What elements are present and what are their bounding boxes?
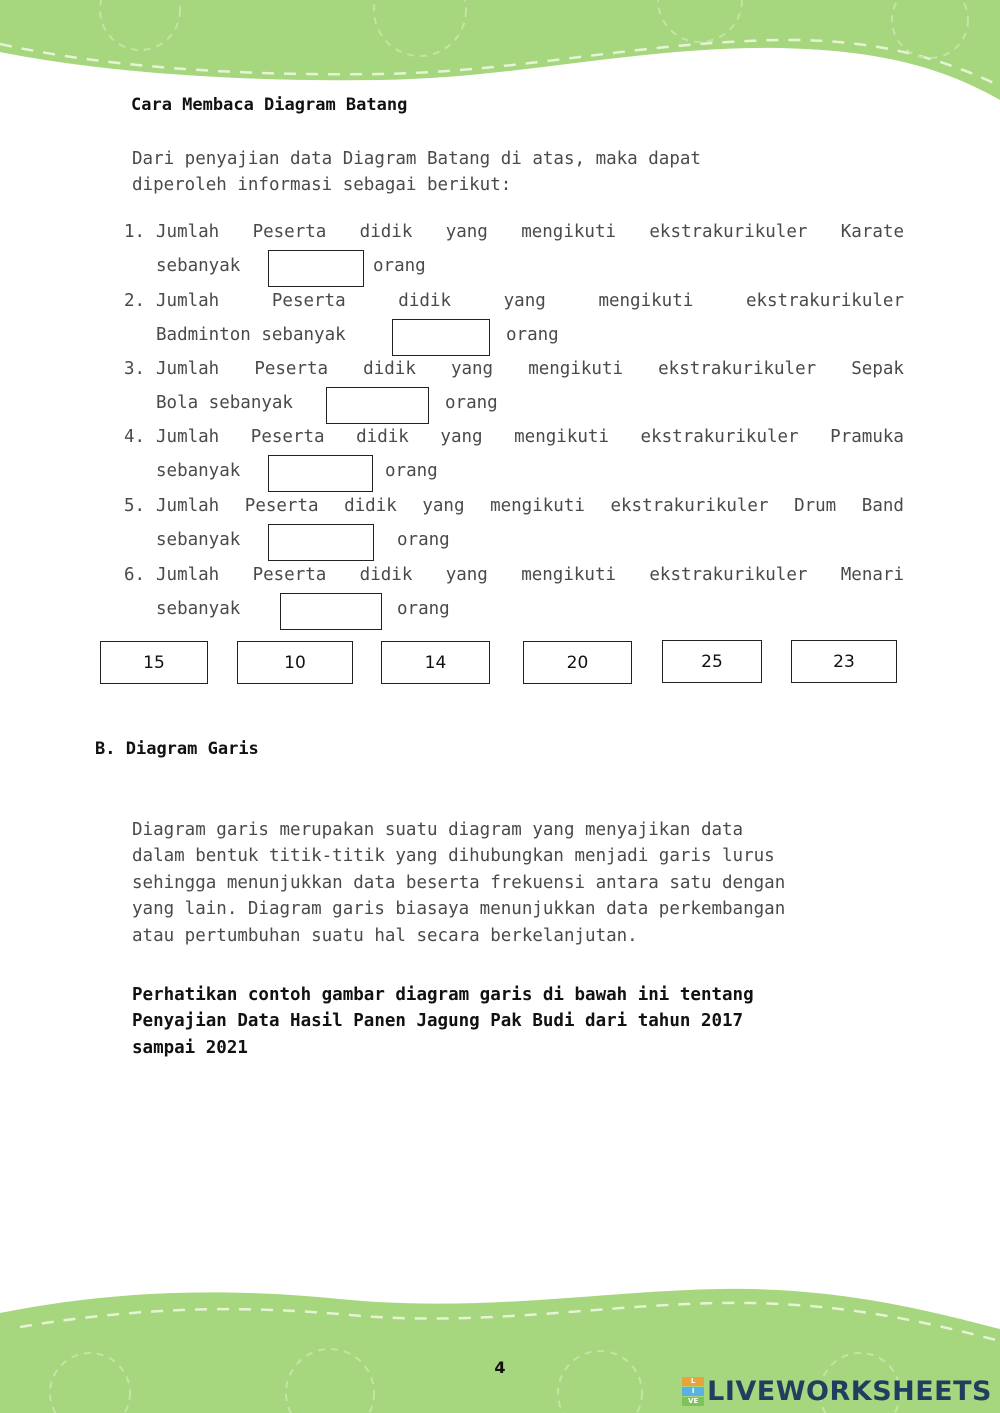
- question-word: mengikuti: [521, 222, 617, 242]
- question-word: mengikuti: [528, 359, 624, 379]
- question-number: 2.: [124, 291, 146, 311]
- question-suffix: orang: [445, 393, 498, 413]
- liveworksheets-brand: [682, 1376, 992, 1407]
- logo-letter: I: [682, 1387, 704, 1396]
- question-word: mengikuti: [514, 427, 609, 447]
- question-line-1: [156, 496, 904, 516]
- section-b-label: B.: [95, 739, 116, 759]
- question-line-2: [156, 461, 240, 481]
- question-prefix: sebanyak: [156, 256, 241, 276]
- question-word: didik: [363, 359, 416, 379]
- question-word: Drum: [794, 496, 837, 516]
- question-word: Peserta: [252, 565, 327, 585]
- question-word: Peserta: [254, 359, 329, 379]
- question-word: didik: [359, 565, 413, 585]
- question-word: Peserta: [244, 496, 319, 516]
- question-prefix: sebanyak: [156, 599, 241, 619]
- answer-option[interactable]: 14: [381, 641, 490, 684]
- question-number: 6.: [124, 565, 146, 585]
- question-word: Sepak: [851, 359, 904, 379]
- paragraph-line: Diagram garis merupakan suatu diagram yang menyajikan data: [132, 820, 744, 840]
- question-word: didik: [359, 222, 413, 242]
- question-word: ekstrakurikuler: [649, 222, 808, 242]
- question-word: Jumlah: [156, 427, 220, 447]
- answer-option[interactable]: 25: [662, 640, 762, 683]
- question-suffix: orang: [373, 256, 426, 276]
- top-decorative-wave: [0, 0, 1000, 100]
- question-suffix: orang: [397, 599, 450, 619]
- question-word: yang: [440, 427, 483, 447]
- instruction-line: Penyajian Data Hasil Panen Jagung Pak Budi dari tahun 2017: [132, 1011, 744, 1032]
- instruction-line: Perhatikan contoh gambar diagram garis di bawah ini tentang: [132, 985, 754, 1005]
- question-word: didik: [398, 291, 451, 311]
- section-b-heading: [95, 739, 259, 759]
- answer-option[interactable]: 23: [791, 640, 897, 683]
- question-word: ekstrakurikuler: [745, 291, 904, 311]
- intro-line-1: Dari penyajian data Diagram Batang di atas, maka dapat: [132, 149, 701, 169]
- question-word: didik: [356, 427, 409, 447]
- question-word: Karate: [840, 222, 904, 242]
- question-word: didik: [344, 496, 397, 516]
- intro-line-2: diperoleh informasi sebagai berikut:: [132, 175, 512, 196]
- liveworksheets-logo-icon: [682, 1377, 704, 1407]
- paragraph-line: yang lain. Diagram garis biasaya menunjukkan data perkembangan: [132, 899, 786, 920]
- question-number: 1.: [124, 222, 146, 242]
- question-prefix: sebanyak: [156, 530, 241, 550]
- question-word: mengikuti: [598, 291, 694, 311]
- question-word: Jumlah: [156, 565, 220, 585]
- question-word: Peserta: [271, 291, 346, 311]
- answer-option[interactable]: 10: [237, 641, 353, 684]
- logo-letter: L: [682, 1377, 704, 1386]
- question-word: Jumlah: [156, 496, 220, 516]
- question-line-2: [156, 530, 240, 550]
- paragraph-line: dalam bentuk titik-titik yang dihubungkan menjadi garis lurus: [132, 846, 775, 867]
- question-number: 5.: [124, 496, 146, 516]
- question-prefix: sebanyak: [156, 461, 241, 481]
- answer-drop-box[interactable]: [326, 387, 429, 424]
- question-word: Jumlah: [156, 359, 220, 379]
- question-line-2: [156, 599, 240, 619]
- answer-option[interactable]: 20: [523, 641, 632, 684]
- question-word: yang: [422, 496, 465, 516]
- question-word: yang: [450, 359, 494, 379]
- question-prefix: Bola sebanyak: [156, 393, 293, 413]
- question-line-1: [156, 291, 904, 311]
- question-word: Pramuka: [830, 427, 904, 447]
- question-word: ekstrakurikuler: [658, 359, 817, 379]
- answer-drop-box[interactable]: [280, 593, 382, 630]
- question-word: yang: [445, 565, 488, 585]
- question-word: Peserta: [252, 222, 327, 242]
- question-word: mengikuti: [521, 565, 617, 585]
- paragraph-line: atau pertumbuhan suatu hal secara berkelanjutan.: [132, 925, 638, 946]
- question-suffix: orang: [506, 325, 559, 345]
- answer-drop-box[interactable]: [268, 455, 373, 492]
- paragraph-line: sehingga menunjukkan data beserta frekuensi antara satu dengan: [132, 872, 786, 893]
- question-word: yang: [445, 222, 488, 242]
- question-word: Jumlah: [156, 222, 220, 242]
- answer-option[interactable]: 15: [100, 641, 208, 684]
- question-word: yang: [503, 291, 546, 311]
- question-line-2: [156, 256, 240, 276]
- liveworksheets-wordmark: LIVEWORKSHEETS: [707, 1376, 992, 1407]
- question-word: Peserta: [250, 427, 325, 447]
- answer-drop-box[interactable]: [268, 250, 364, 287]
- logo-letter: VE: [682, 1397, 704, 1406]
- question-number: 3.: [124, 359, 146, 379]
- question-word: mengikuti: [490, 496, 585, 516]
- answer-drop-box[interactable]: [268, 524, 374, 561]
- line-diagram-paragraph: [132, 817, 904, 949]
- question-line-2: [156, 393, 293, 413]
- question-line-1: [156, 359, 904, 379]
- question-suffix: orang: [397, 530, 450, 550]
- question-suffix: orang: [385, 461, 438, 481]
- question-word: Menari: [840, 565, 904, 585]
- question-line-1: [156, 427, 904, 447]
- question-word: ekstrakurikuler: [610, 496, 769, 516]
- page-number: 4: [494, 1358, 506, 1377]
- intro-paragraph: [132, 146, 701, 199]
- instruction-paragraph: [132, 982, 904, 1061]
- question-number: 4.: [124, 427, 146, 447]
- section-b-title: Diagram Garis: [125, 739, 259, 759]
- question-word: Jumlah: [156, 291, 220, 311]
- question-word: Band: [861, 496, 904, 516]
- question-word: ekstrakurikuler: [649, 565, 808, 585]
- answer-drop-box[interactable]: [392, 319, 490, 356]
- question-line-1: [156, 565, 904, 585]
- reading-heading: Cara Membaca Diagram Batang: [131, 95, 408, 115]
- question-line-1: [156, 222, 904, 242]
- question-word: ekstrakurikuler: [640, 427, 799, 447]
- question-prefix: Badminton sebanyak: [156, 325, 346, 345]
- instruction-line: sampai 2021: [132, 1037, 248, 1058]
- question-line-2: [156, 325, 346, 345]
